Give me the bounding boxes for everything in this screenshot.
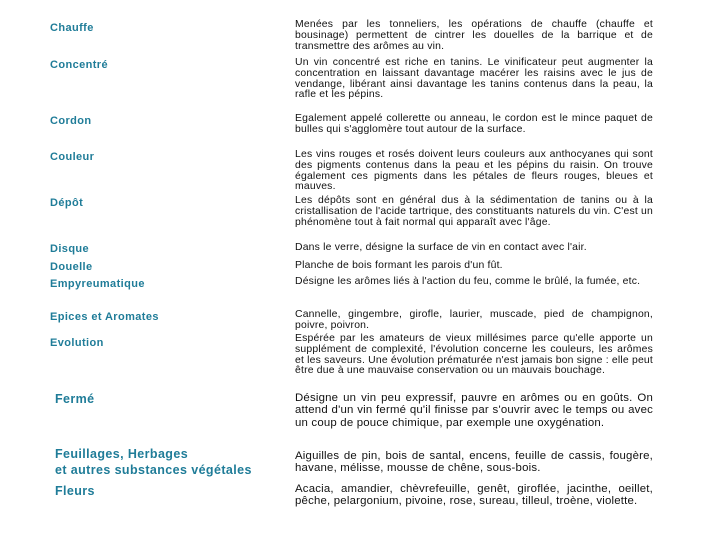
glossary-definition: Désigne les arômes liés à l'action du feu, comme le brûlé, la fumée, etc. — [295, 276, 641, 287]
glossary-definition: Espérée par les amateurs de vieux millésimes parce qu'elle apporte un supplément de complexité, l'évolution concerne les couleurs, les arômes et les saveurs. Une évolution prématurée n'est jamais bon signe : elle peut être due à une mauvaise conservation ou un mauvais bouchage. — [295, 333, 653, 377]
glossary-definition: Planche de bois formant les parois d'un fût. — [295, 260, 503, 271]
glossary-term: Dépôt — [50, 197, 84, 209]
glossary-definition: Dans le verre, désigne la surface de vin en contact avec l'air. — [295, 242, 587, 253]
glossary-definition: Un vin concentré est riche en tanins. Le vinificateur peut augmenter la concentration en laissant davantage macérer les raisins avec le jus de vendange, libérant ainsi davantage les tanins contenus dans la peau, la rafle et les pépins. — [295, 57, 653, 101]
glossary-term: Douelle — [50, 261, 93, 273]
glossary-definition: Aiguilles de pin, bois de santal, encens, feuille de cassis, fougère, havane, mélisse, mousse de chêne, sous-bois. — [295, 450, 653, 475]
glossary-term: Epices et Aromates — [50, 311, 159, 323]
glossary-term: Couleur — [50, 151, 95, 163]
glossary-definition: Cannelle, gingembre, girofle, laurier, muscade, pied de champignon, poivre, poivron. — [295, 309, 653, 331]
glossary-term: Fermé — [55, 392, 95, 406]
glossary-term: Chauffe — [50, 22, 94, 34]
glossary-term: Concentré — [50, 59, 108, 71]
glossary-definition: Les vins rouges et rosés doivent leurs couleurs aux anthocyanes qui sont des pigments contenus dans la peau et les pépins du raisin. On trouve également ces pigments dans les pétales de fleurs rouges, bleues et mauves. — [295, 149, 653, 193]
glossary-definition: Désigne un vin peu expressif, pauvre en arômes ou en goûts. On attend d'un vin fermé qu'il finisse par s'ouvrir avec le temps ou avec un coup de pouce chimique, par exemple une oxygénation. — [295, 392, 653, 429]
glossary-term: Disque — [50, 243, 90, 255]
glossary-term-continuation: et autres substances végétales — [55, 463, 252, 477]
glossary-term: Fleurs — [55, 484, 95, 498]
glossary-definition: Les dépôts sont en général dus à la sédimentation de tanins ou à la cristallisation de l'acide tartrique, des constituants naturels du vin. C'est un phénomène tout à fait normal qui apparaît avec l'âge. — [295, 195, 653, 228]
glossary-term: Cordon — [50, 115, 92, 127]
glossary-definition: Acacia, amandier, chèvrefeuille, genêt, giroflée, jacinthe, oeillet, pêche, pelargonium, pivoine, rose, sureau, tilleul, troène, violette. — [295, 483, 653, 508]
glossary-term: Feuillages, Herbages — [55, 447, 189, 461]
glossary-definition: Menées par les tonneliers, les opérations de chauffe (chauffe et bousinage) permettent de cintrer les douelles de la barrique et de transmettre des arômes au vin. — [295, 19, 653, 52]
glossary-term: Evolution — [50, 337, 104, 349]
glossary-term: Empyreumatique — [50, 278, 145, 290]
glossary-definition: Egalement appelé collerette ou anneau, le cordon est le mince paquet de bulles qui s'agglomère tout autour de la surface. — [295, 113, 653, 135]
